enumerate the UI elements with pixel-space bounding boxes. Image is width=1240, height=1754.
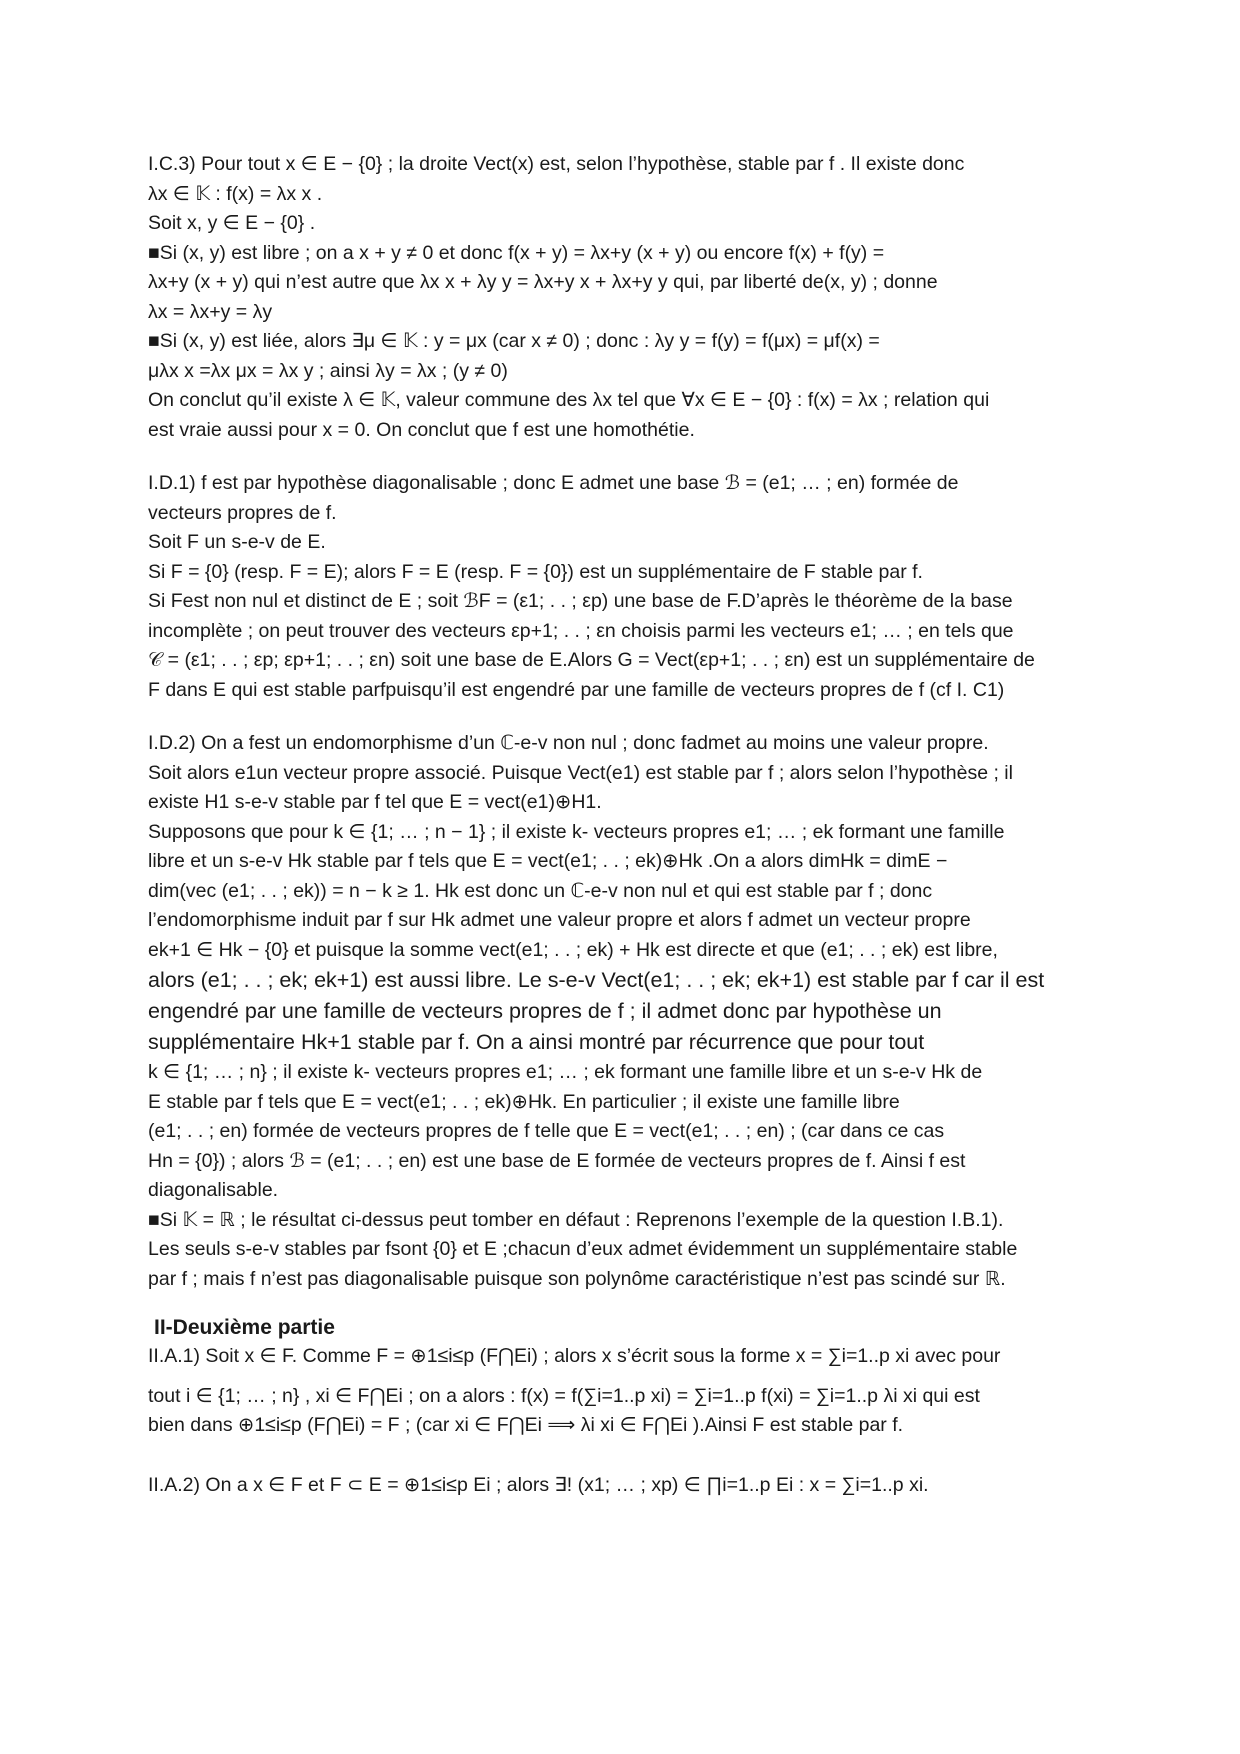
text-line: dim(vec (e1; . . ; ek)) = n − k ≥ 1. Hk est donc un ℂ-e-v non nul et qui est stable par f ; donc [148, 879, 933, 902]
text-line: λx ∈ 𝕂 : f(x) = λx x . [148, 182, 323, 205]
text-line: ek+1 ∈ Hk − {0} et puisque la somme vect(e1; . . ; ek) + Hk est directe et que (e1; . . ; ek) est libre, [148, 938, 998, 961]
text-line: λx+y (x + y) qui n’est autre que λx x + λy y = λx+y x + λx+y y qui, par liberté de(x, y) ; donne [148, 271, 938, 293]
section-I-D-2 [148, 729, 1108, 1294]
text-line: vecteurs propres de f. [148, 501, 337, 524]
text-line: Soit F un s-e-v de E. [148, 531, 326, 553]
text-line: I.C.3) Pour tout x ∈ E − {0} ; la droite Vect(x) est, selon l’hypothèse, stable par f . Il existe donc [148, 153, 965, 175]
text-line: Soit alors e1un vecteur propre associé. Puisque Vect(e1) est stable par f ; alors selon l’hypothèse ; il [148, 761, 1013, 784]
text-line: alors (e1; . . ; ek; ek+1) est aussi libre. Le s-e-v Vect(e1; . . ; ek; ek+1) est stable par f car il est [148, 968, 1045, 992]
text-line: ■Si 𝕂 = ℝ ; le résultat ci-dessus peut tomber en défaut : Reprenons l’exemple de la question I.B.1). [148, 1208, 1004, 1231]
text-line: λx = λx+y = λy [148, 300, 273, 323]
text-line: bien dans ⊕1≤i≤p (F⋂Ei) = F ; (car xi ∈ F⋂Ei ⟹ λi xi ∈ F⋂Ei ).Ainsi F est stable par f. [148, 1414, 904, 1436]
text-line: diagonalisable. [148, 1179, 279, 1201]
text-line: tout i ∈ {1; … ; n} , xi ∈ F⋂Ei ; on a alors : f(x) = f(∑i=1..p xi) = ∑i=1..p f(xi) = ∑i=1..p λi xi qui est [148, 1384, 980, 1407]
text-line: μλx x =λx μx = λx y ; ainsi λy = λx ; (y ≠ 0) [148, 359, 508, 382]
text-line: I.D.2) On a fest un endomorphisme d’un ℂ-e-v non nul ; donc fadmet au moins une valeur propre. [148, 732, 989, 754]
section-II-A-2 [148, 1471, 1108, 1501]
section-I-D-1 [148, 469, 1108, 705]
text-line: l’endomorphisme induit par f sur Hk admet une valeur propre et alors f admet un vecteur propre [148, 909, 971, 931]
text-line: II.A.1) Soit x ∈ F. Comme F = ⊕1≤i≤p (F⋂Ei) ; alors x s’écrit sous la forme x = ∑i=1..p xi avec pour [148, 1345, 1001, 1367]
text-line: supplémentaire Hk+1 stable par f. On a ainsi montré par récurrence que pour tout [148, 1030, 925, 1054]
text-line: incomplète ; on peut trouver des vecteurs εp+1; . . ; εn choisis parmi les vecteurs e1; … ; en tels que [148, 619, 1014, 642]
text-line: existe H1 s-e-v stable par f tel que E = vect(e1)⊕H1. [148, 791, 602, 813]
text-line: (e1; . . ; en) formée de vecteurs propres de f telle que E = vect(e1; . . ; en) ; (car dans ce cas [148, 1120, 945, 1142]
text-line: k ∈ {1; … ; n} ; il existe k- vecteurs propres e1; … ; ek formant une famille libre et un s-e-v Hk de [148, 1061, 983, 1083]
section-I-C-3 [148, 150, 1108, 445]
text-line: Soit x, y ∈ E − {0} . [148, 212, 316, 234]
text-line: Hn = {0}) ; alors ℬ = (e1; . . ; en) est une base de E formée de vecteurs propres de f. Ainsi f est [148, 1149, 966, 1172]
text-line: Si F = {0} (resp. F = E); alors F = E (resp. F = {0}) est un supplémentaire de F stable par f. [148, 560, 923, 583]
text-line: II.A.2) On a x ∈ F et F ⊂ E = ⊕1≤i≤p Ei ; alors ∃! (x1; … ; xp) ∈ ∏i=1..p Ei : x = ∑i=1..p xi. [148, 1473, 929, 1496]
text-line: E stable par f tels que E = vect(e1; . . ; ek)⊕Hk. En particulier ; il existe une famille libre [148, 1090, 900, 1113]
text-line: ■Si (x, y) est liée, alors ∃μ ∈ 𝕂 : y = μx (car x ≠ 0) ; donc : λy y = f(y) = f(μx) = μf(x) = [148, 330, 880, 352]
text-line: I.D.1) f est par hypothèse diagonalisable ; donc E admet une base ℬ = (e1; … ; en) formée de [148, 472, 959, 494]
text-line: engendré par une famille de vecteurs propres de f ; il admet donc par hypothèse un [148, 999, 942, 1023]
section-heading: II-Deuxième partie [154, 1316, 335, 1339]
document-page [148, 150, 1108, 1500]
text-line: ■Si (x, y) est libre ; on a x + y ≠ 0 et donc f(x + y) = λx+y (x + y) ou encore f(x) + f(y) = [148, 241, 885, 264]
text-line: 𝒞 = (ε1; . . ; εp; εp+1; . . ; εn) soit une base de E.Alors G = Vect(εp+1; . . ; εn) est un supplémentaire de [148, 649, 1035, 671]
text-line: par f ; mais f n’est pas diagonalisable puisque son polynôme caractéristique n’est pas scindé sur ℝ. [148, 1267, 1006, 1290]
text-line: libre et un s-e-v Hk stable par f tels que E = vect(e1; . . ; ek)⊕Hk .On a alors dimHk = dimE − [148, 850, 948, 872]
section-II-A-1 [148, 1342, 1108, 1441]
text-line: est vraie aussi pour x = 0. On conclut que f est une homothétie. [148, 418, 695, 441]
text-line: On conclut qu’il existe λ ∈ 𝕂, valeur commune des λx tel que ∀x ∈ E − {0} : f(x) = λx ; relation qui [148, 389, 990, 411]
text-line: Les seuls s-e-v stables par fsont {0} et E ;chacun d’eux admet évidemment un supplémentaire stable [148, 1238, 1018, 1260]
text-line: Si Fest non nul et distinct de E ; soit ℬF = (ε1; . . ; εp) une base de F.D’après le théorème de la base [148, 590, 1013, 612]
text-line: F dans E qui est stable parfpuisqu’il est engendré par une famille de vecteurs propres de f (cf I. C1) [148, 678, 1005, 701]
text-line: Supposons que pour k ∈ {1; … ; n − 1} ; il existe k- vecteurs propres e1; … ; ek formant une famille [148, 820, 1005, 843]
